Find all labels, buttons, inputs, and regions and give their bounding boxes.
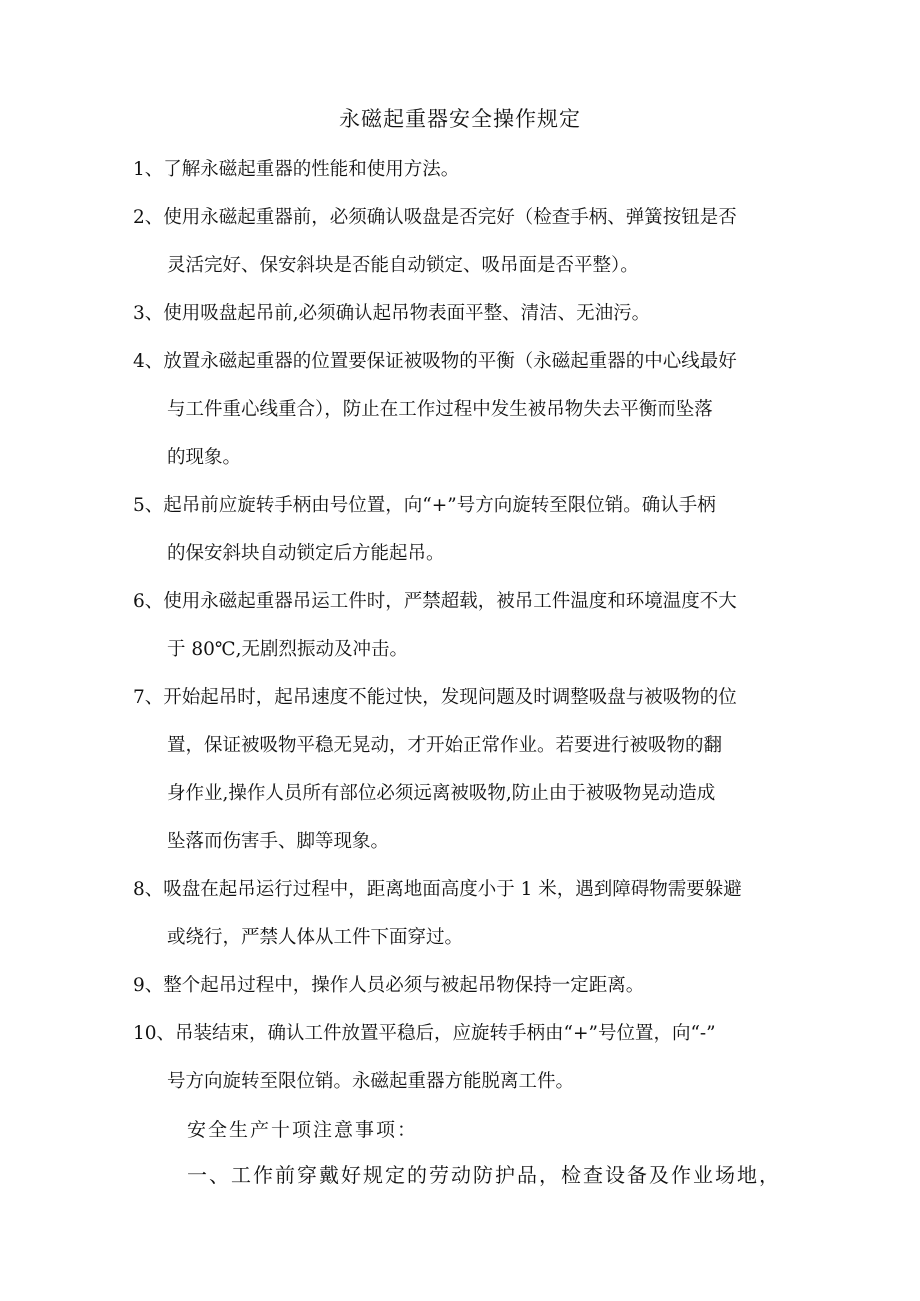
rule-item <box>133 1010 793 1106</box>
rule-line: 7、开始起吊时，起吊速度不能过快，发现问题及时调整吸盘与被吸物的位 <box>133 687 737 708</box>
rule-item <box>133 146 793 194</box>
rule-item <box>133 194 793 290</box>
rule-line: 身作业,操作人员所有部位必须远离被吸物,防止由于被吸物晃动造成 <box>167 783 716 804</box>
rule-line: 与工件重心线重合），防止在工作过程中发生被吊物失去平衡而坠落 <box>167 399 713 420</box>
safety-item: 一、工作前穿戴好规定的劳动防护品，检查设备及作业场地， <box>187 1163 781 1187</box>
rule-line: 号方向旋转至限位销。永磁起重器方能脱离工件。 <box>167 1071 575 1092</box>
rule-item <box>133 482 793 578</box>
rule-line: 5、起吊前应旋转手柄由号位置，向“+”号方向旋转至限位销。确认手柄 <box>133 495 716 516</box>
rule-line: 3、使用吸盘起吊前,必须确认起吊物表面平整、清洁、无油污。 <box>133 303 651 324</box>
rule-item <box>133 962 793 1010</box>
rule-line: 2、使用永磁起重器前，必须确认吸盘是否完好（检查手柄、弹簧按钮是否 <box>133 207 737 228</box>
rules-list <box>133 146 793 1106</box>
rule-item <box>133 866 793 962</box>
rule-line: 置，保证被吸物平稳无晃动，才开始正常作业。若要进行被吸物的翻 <box>167 735 723 756</box>
rule-item <box>133 290 793 338</box>
rule-line: 6、使用永磁起重器吊运工件时，严禁超载，被吊工件温度和环境温度不大 <box>133 591 737 612</box>
rule-line: 9、整个起吊过程中，操作人员必须与被起吊物保持一定距离。 <box>133 975 645 996</box>
rule-item <box>133 578 793 674</box>
rule-line: 的保安斜块自动锁定后方能起吊。 <box>167 543 445 564</box>
rule-line: 于 80℃,无剧烈振动及冲击。 <box>167 639 408 660</box>
rule-line: 8、吸盘在起吊运行过程中，距离地面高度小于 1 米，遇到障碍物需要躲避 <box>133 879 742 900</box>
rule-line: 1、了解永磁起重器的性能和使用方法。 <box>133 159 460 180</box>
rule-line: 灵活完好、保安斜块是否能自动锁定、吸吊面是否平整）。 <box>167 255 639 276</box>
rule-item <box>133 338 793 482</box>
rule-line: 10、吊装结束，确认工件放置平稳后，应旋转手柄由“+”号位置，向“-” <box>133 1023 716 1044</box>
rule-item <box>133 674 793 866</box>
rule-line: 的现象。 <box>167 447 242 468</box>
rule-line: 坠落而伤害手、脚等现象。 <box>167 831 390 852</box>
document-title: 永磁起重器安全操作规定 <box>339 107 581 131</box>
rule-line: 4、放置永磁起重器的位置要保证被吸物的平衡（永磁起重器的中心线最好 <box>133 351 737 372</box>
safety-heading: 安全生产十项注意事项： <box>187 1119 419 1141</box>
rule-line: 或绕行，严禁人体从工件下面穿过。 <box>167 927 464 948</box>
